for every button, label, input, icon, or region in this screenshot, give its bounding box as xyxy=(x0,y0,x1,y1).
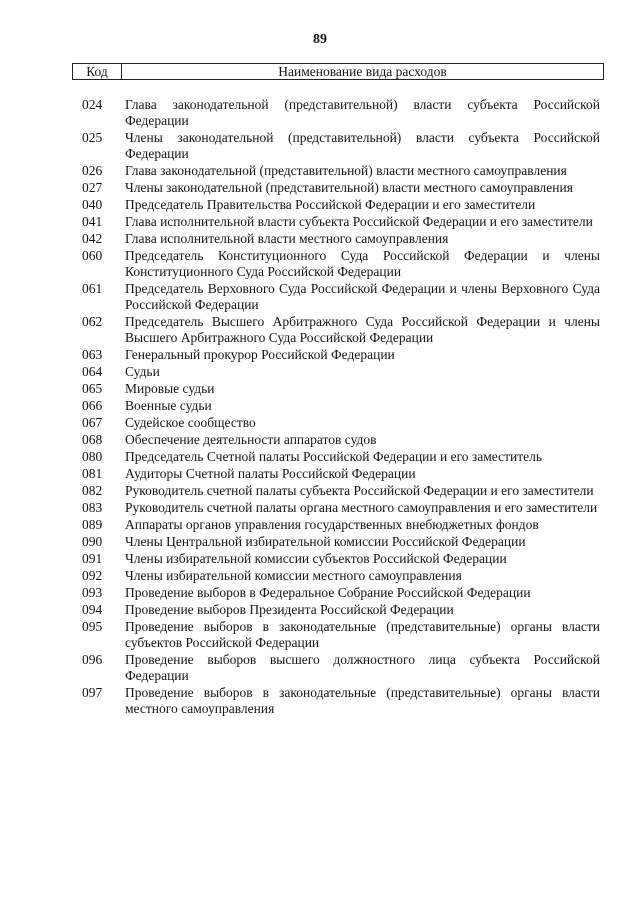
row-code: 063 xyxy=(82,347,103,362)
row-name: Глава исполнительной власти субъекта Российской Федерации и его заместители xyxy=(125,214,593,229)
row-code: 062 xyxy=(82,314,103,329)
row-code: 082 xyxy=(82,483,103,498)
row-name: Председатель Конституционного Суда Российской Федерации и члены Конституционного Суда Российской Федерации xyxy=(125,248,600,279)
row-name: Мировые судьи xyxy=(125,381,215,396)
row-name: Проведение выборов в Федеральное Собрание Российской Федерации xyxy=(125,585,531,600)
row-name: Председатель Правительства Российской Федерации и его заместители xyxy=(125,197,536,212)
table-row xyxy=(82,97,600,129)
table-row xyxy=(82,517,600,533)
expense-list xyxy=(82,97,600,718)
row-code: 068 xyxy=(82,432,103,447)
table-row xyxy=(82,281,600,313)
row-code: 060 xyxy=(82,248,103,263)
row-name: Члены законодательной (представительной) власти местного самоуправления xyxy=(125,180,573,195)
row-code: 064 xyxy=(82,364,103,379)
row-code: 041 xyxy=(82,214,103,229)
table-row xyxy=(82,483,600,499)
row-code: 089 xyxy=(82,517,103,532)
table-row xyxy=(82,551,600,567)
row-name: Руководитель счетной палаты субъекта Российской Федерации и его заместители xyxy=(125,483,594,498)
table-row xyxy=(82,602,600,618)
table-row xyxy=(82,197,600,213)
row-name: Председатель Высшего Арбитражного Суда Российской Федерации и члены Высшего Арбитражного Суда Российской Федерации xyxy=(125,314,600,345)
table-row xyxy=(82,347,600,363)
table-row xyxy=(82,432,600,448)
table-row xyxy=(82,248,600,280)
row-code: 061 xyxy=(82,281,103,296)
row-name: Члены Центральной избирательной комиссии Российской Федерации xyxy=(125,534,526,549)
row-code: 090 xyxy=(82,534,103,549)
row-code: 095 xyxy=(82,619,103,634)
table-row xyxy=(82,314,600,346)
row-name: Судьи xyxy=(125,364,160,379)
row-name: Глава исполнительной власти местного самоуправления xyxy=(125,231,449,246)
table-row xyxy=(82,398,600,414)
row-name: Члены избирательной комиссии местного самоуправления xyxy=(125,568,462,583)
row-name: Председатель Счетной палаты Российской Федерации и его заместитель xyxy=(125,449,543,464)
row-code: 040 xyxy=(82,197,103,212)
row-code: 081 xyxy=(82,466,103,481)
row-name: Проведение выборов в законодательные (представительные) органы власти местного самоуправления xyxy=(125,685,600,716)
row-code: 083 xyxy=(82,500,103,515)
row-code: 065 xyxy=(82,381,103,396)
row-name: Аппараты органов управления государственных внебюджетных фондов xyxy=(125,517,539,532)
row-code: 025 xyxy=(82,130,103,145)
row-name: Председатель Верховного Суда Российской Федерации и члены Верховного Суда Российской Федерации xyxy=(125,281,600,312)
row-code: 093 xyxy=(82,585,103,600)
row-name: Руководитель счетной палаты органа местного самоуправления и его заместители xyxy=(125,500,598,515)
header-code: Код xyxy=(73,64,122,79)
table-row xyxy=(82,381,600,397)
row-name: Обеспечение деятельности аппаратов судов xyxy=(125,432,377,447)
row-code: 096 xyxy=(82,652,103,667)
row-name: Военные судьи xyxy=(125,398,212,413)
table-header xyxy=(72,63,604,80)
table-row xyxy=(82,180,600,196)
table-row xyxy=(82,585,600,601)
row-code: 026 xyxy=(82,163,103,178)
row-code: 067 xyxy=(82,415,103,430)
table-row xyxy=(82,619,600,651)
table-row xyxy=(82,364,600,380)
table-row xyxy=(82,500,600,516)
table-row xyxy=(82,568,600,584)
row-name: Проведение выборов высшего должностного лица субъекта Российской Федерации xyxy=(125,652,600,683)
table-row xyxy=(82,534,600,550)
row-code: 080 xyxy=(82,449,103,464)
row-name: Судейское сообщество xyxy=(125,415,256,430)
table-row xyxy=(82,214,600,230)
table-row xyxy=(82,449,600,465)
table-row xyxy=(82,163,600,179)
row-code: 042 xyxy=(82,231,103,246)
page-number: 89 xyxy=(313,32,327,47)
header-name: Наименование вида расходов xyxy=(278,64,447,79)
row-name: Члены законодательной (представительной) власти субъекта Российской Федерации xyxy=(125,130,600,161)
row-name: Проведение выборов в законодательные (представительные) органы власти субъектов Российской Федерации xyxy=(125,619,600,650)
row-name: Глава законодательной (представительной) власти субъекта Российской Федерации xyxy=(125,97,600,128)
row-code: 027 xyxy=(82,180,103,195)
row-name: Генеральный прокурор Российской Федерации xyxy=(125,347,395,362)
row-code: 091 xyxy=(82,551,103,566)
row-code: 066 xyxy=(82,398,103,413)
row-code: 024 xyxy=(82,97,103,112)
table-row xyxy=(82,652,600,684)
row-code: 094 xyxy=(82,602,103,617)
table-row xyxy=(82,685,600,717)
row-code: 092 xyxy=(82,568,103,583)
row-name: Проведение выборов Президента Российской Федерации xyxy=(125,602,454,617)
table-row xyxy=(82,231,600,247)
table-row xyxy=(82,466,600,482)
row-code: 097 xyxy=(82,685,103,700)
row-name: Члены избирательной комиссии субъектов Российской Федерации xyxy=(125,551,507,566)
row-name: Глава законодательной (представительной) власти местного самоуправления xyxy=(125,163,567,178)
table-row xyxy=(82,415,600,431)
table-row xyxy=(82,130,600,162)
row-name: Аудиторы Счетной палаты Российской Федерации xyxy=(125,466,416,481)
